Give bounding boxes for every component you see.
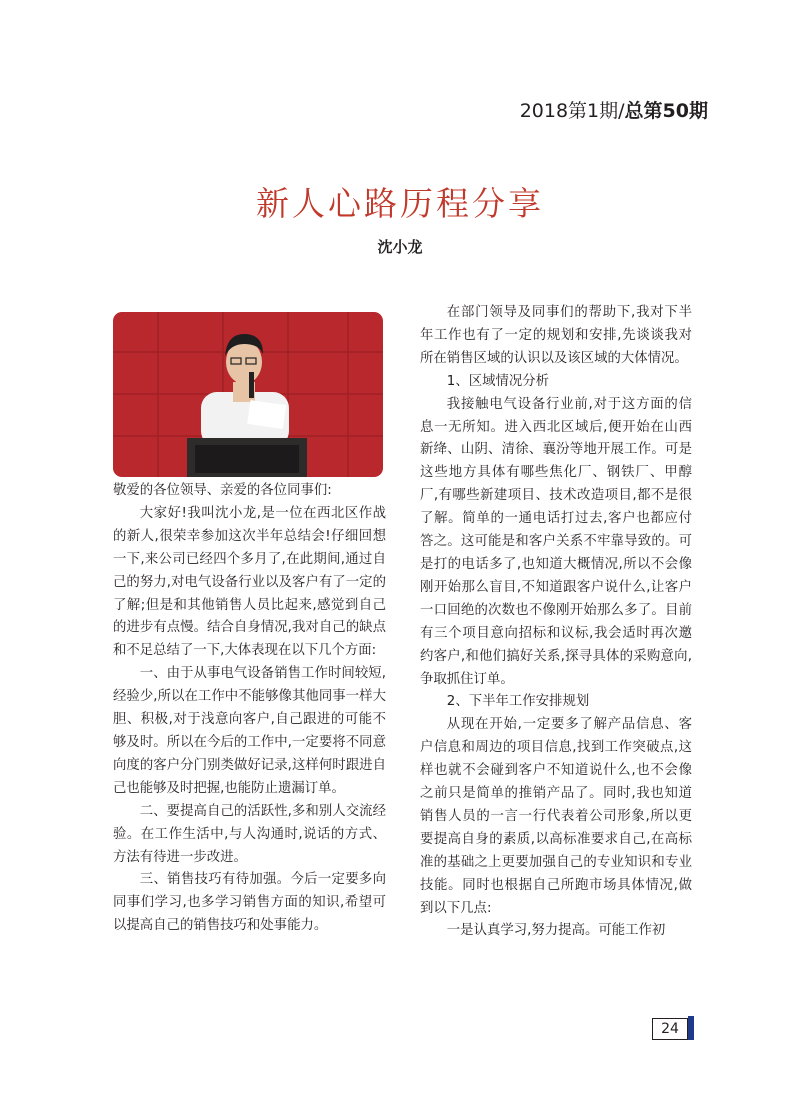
issue-total: 总第50期 [624,100,708,122]
page-number: 24 [652,1018,688,1040]
paragraph: 一是认真学习,努力提高。可能工作初 [446,923,666,939]
speaker-photo [113,312,383,477]
article-author: 沈小龙 [377,238,423,256]
page-number-bar [688,1016,694,1040]
paragraph: 在部门领导及同事们的帮助下,我对下半年工作也有了一定的规划和安排,先谈谈我对所在销售区域的认识以及该区域的大体情况。 [420,305,692,366]
paragraph: 三、销售技巧有待加强。今后一定要多向同事们学习,也多学习销售方面的知识,希望可以提高自己的销售技巧和处事能力。 [113,872,386,934]
paragraph: 我接触电气设备行业前,对于这方面的信息一无所知。进入西北区域后,便开始在山西新绛、山阴、清徐、襄汾等地开展工作。可是这些地方具体有哪些焦化厂、钢铁厂、甲醇厂,有哪些新建项目、技术改造项目,都不是很了解。简单的一通电话打过去,客户也都应付答之。这可能是和客户关系不牢靠导致的。可是打的电话多了,也知道大概情况,所以不会像刚开始那么盲目,不知道跟客户说什么,让客户一口回绝的次数也不像刚开始那么多了。目前有三个项目意向招标和议标,我会适时再次邀约客户,和他们搞好关系,探寻具体的采购意向,争取抓住订单。 [420,396,692,687]
section-heading: 1、区域情况分析 [446,373,550,389]
issue-label [520,96,708,123]
paragraph: 大家好!我叫沈小龙,是一位在西北区作战的新人,很荣幸参加这次半年总结会!仔细回想一下,来公司已经四个多月了,在此期间,通过自己的努力,对电气设备行业以及客户有了一定的了解;但是和其他销售人员比起来,感觉到自己的进步有点慢。结合自身情况,我对自己的缺点和不足总结了一下,大体表现在以下几个方面: [113,505,386,659]
paragraph: 一、由于从事电气设备销售工作时间较短,经验少,所以在工作中不能够像其他同事一样大胆、积极,对于浅意向客户,自己跟进的可能不够及时。所以在今后的工作中,一定要将不同意向度的客户分门别类做好记录,这样何时跟进自己也能够及时把握,也能防止遗漏订单。 [113,666,386,796]
right-column [420,302,692,943]
section-heading: 2、下半年工作安排规划 [446,694,590,710]
issue-prefix: 2018第1期/ [519,100,625,122]
paragraph: 从现在开始,一定要多了解产品信息、客户信息和周边的项目信息,找到工作突破点,这样也就不会碰到客户不知道说什么,也不会像之前只是简单的推销产品了。同时,我也知道销售人员的一言一行代表着公司形象,所以更要提高自身的素质,以高标准要求自己,在高标准的基础之上更要加强自己的专业知识和专业技能。同时也根据自己所跑市场具体情况,做到以下几点: [420,717,692,916]
paragraph: 二、要提高自己的活跃性,多和别人交流经验。在工作生活中,与人沟通时,说话的方式、方法有待进一步改进。 [113,803,386,865]
speaker-photo-drawing [113,312,383,477]
paragraph: 敬爱的各位领导、亲爱的各位同事们: [113,483,332,498]
left-column [113,480,386,938]
article-title: 新人心路历程分享 [256,184,544,223]
